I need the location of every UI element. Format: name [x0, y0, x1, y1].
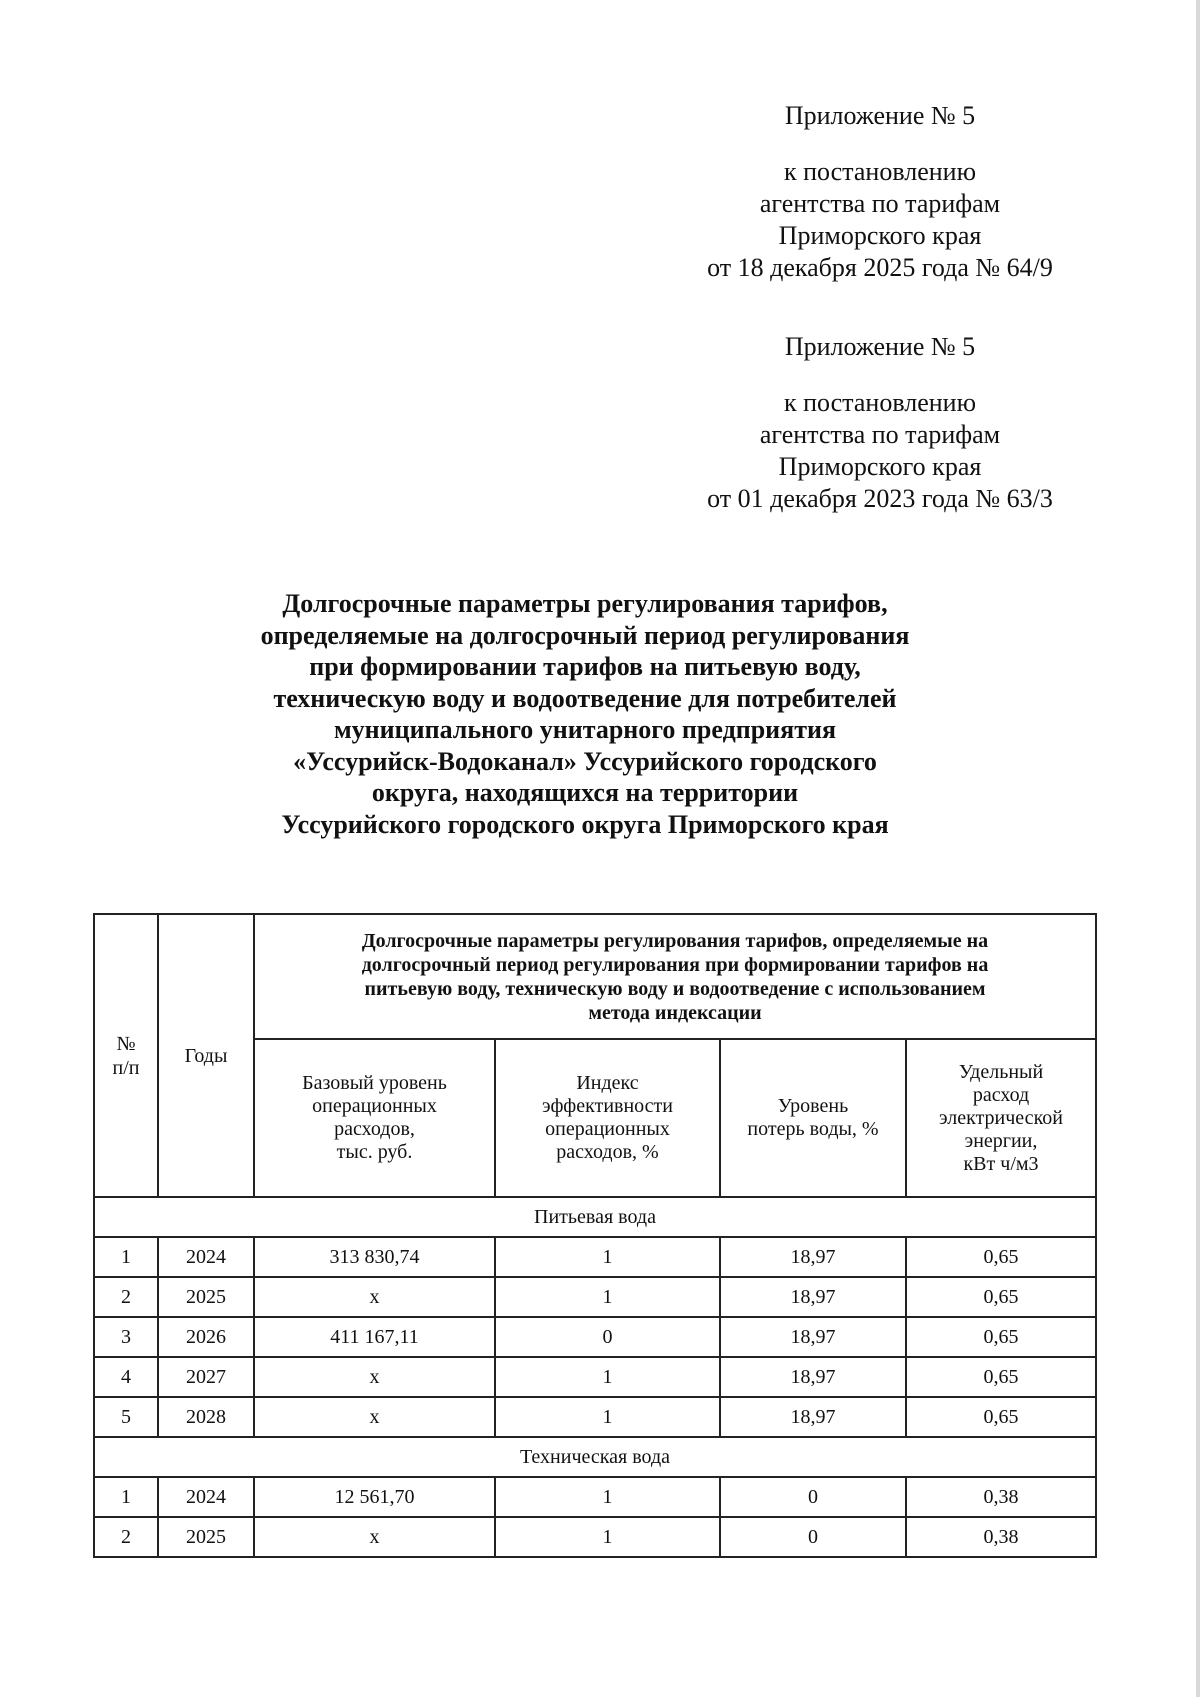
- cell-energy: 0,65: [906, 1357, 1096, 1397]
- cell-year: 2026: [158, 1317, 254, 1357]
- cell-base-opex: х: [254, 1397, 495, 1437]
- cell-water-losses: 0: [720, 1477, 906, 1517]
- cell-water-losses: 18,97: [720, 1277, 906, 1317]
- header-group: [254, 914, 1096, 1039]
- cell-energy: 0,38: [906, 1477, 1096, 1517]
- header-text: операционных: [312, 1095, 437, 1117]
- header-text: Удельный: [958, 1060, 1044, 1083]
- header-text: энергии,: [964, 1129, 1038, 1152]
- cell-base-opex: х: [254, 1357, 495, 1397]
- cell-efficiency-index: 1: [495, 1517, 720, 1557]
- header-years: Годы: [158, 914, 254, 1197]
- header-text: эффективности: [541, 1095, 673, 1117]
- cell-energy: 0,65: [906, 1277, 1096, 1317]
- appendix-line: Приморского края: [778, 221, 982, 250]
- header-text: №: [116, 1032, 136, 1055]
- appendix-line: к постановлению: [783, 388, 977, 417]
- header-text: расходов,: [334, 1118, 415, 1140]
- appendix-number: Приложение № 5: [784, 101, 976, 130]
- header-row-number: [94, 914, 158, 1197]
- section-technical-water: Техническая вода: [94, 1437, 1096, 1477]
- appendix-line: агентства по тарифам: [759, 189, 1001, 218]
- cell-number: 3: [94, 1317, 158, 1357]
- cell-year: 2024: [158, 1237, 254, 1277]
- document-title: [200, 588, 970, 840]
- cell-efficiency-index: 1: [495, 1357, 720, 1397]
- cell-number: 2: [94, 1277, 158, 1317]
- cell-year: 2025: [158, 1277, 254, 1317]
- header-text: метода индексации: [588, 1001, 762, 1024]
- header-text: п/п: [112, 1056, 140, 1079]
- header-text: питьевую воду, техническую воду и водоотведение с использованием: [364, 977, 986, 1000]
- header-base-opex: [254, 1039, 495, 1197]
- cell-number: 2: [94, 1517, 158, 1557]
- header-text: долгосрочный период регулирования при формировании тарифов на: [361, 953, 989, 976]
- header-text: Долгосрочные параметры регулирования тарифов, определяемые на: [361, 929, 989, 952]
- cell-number: 4: [94, 1357, 158, 1397]
- cell-water-losses: 0: [720, 1517, 906, 1557]
- appendix-block-current: [640, 100, 1120, 284]
- title-line: Долгосрочные параметры регулирования тарифов,: [282, 589, 888, 618]
- table-row: [94, 1237, 1096, 1277]
- cell-water-losses: 18,97: [720, 1237, 906, 1277]
- cell-water-losses: 18,97: [720, 1357, 906, 1397]
- title-line: Уссурийского городского округа Приморского края: [281, 809, 889, 839]
- table-row: [94, 1277, 1096, 1317]
- cell-energy: 0,65: [906, 1397, 1096, 1437]
- appendix-line: агентства по тарифам: [759, 420, 1001, 449]
- header-text: тыс. руб.: [336, 1141, 413, 1163]
- section-row: [94, 1437, 1096, 1477]
- table-row: [94, 1517, 1096, 1557]
- cell-energy: 0,65: [906, 1237, 1096, 1277]
- cell-year: 2027: [158, 1357, 254, 1397]
- header-text: операционных: [545, 1118, 670, 1140]
- table-row: [94, 1317, 1096, 1357]
- appendix-line: Приморского края: [778, 452, 982, 481]
- table-row: [94, 1397, 1096, 1437]
- appendix-line: к постановлению: [783, 157, 977, 186]
- cell-year: 2028: [158, 1397, 254, 1437]
- cell-number: 5: [94, 1397, 158, 1437]
- header-energy-consumption: [906, 1039, 1096, 1197]
- cell-efficiency-index: 1: [495, 1397, 720, 1437]
- section-row: [94, 1197, 1096, 1237]
- appendix-number: Приложение № 5: [784, 332, 976, 361]
- cell-number: 1: [94, 1237, 158, 1277]
- scan-edge: [1196, 0, 1200, 1697]
- table-row: [94, 1357, 1096, 1397]
- cell-energy: 0,65: [906, 1317, 1096, 1357]
- title-line: определяемые на долгосрочный период регулирования: [260, 620, 910, 650]
- header-efficiency-index: [495, 1039, 720, 1197]
- header-text: Базовый уровень: [302, 1072, 447, 1094]
- table-row: [94, 1477, 1096, 1517]
- header-text: Уровень: [777, 1095, 849, 1117]
- cell-energy: 0,38: [906, 1517, 1096, 1557]
- section-drinking-water: Питьевая вода: [94, 1197, 1096, 1237]
- title-line: муниципального унитарного предприятия: [333, 715, 837, 744]
- title-line: техническую воду и водоотведение для потребителей: [273, 683, 897, 713]
- header-text: потерь воды, %: [747, 1118, 879, 1140]
- cell-base-opex: 313 830,74: [254, 1237, 495, 1277]
- cell-year: 2024: [158, 1477, 254, 1517]
- title-line: «Уссурийск-Водоканал» Уссурийского городского: [293, 746, 877, 776]
- title-line: при формировании тарифов на питьевую воду,: [309, 652, 861, 681]
- cell-base-opex: 12 561,70: [254, 1477, 495, 1517]
- cell-efficiency-index: 1: [495, 1237, 720, 1277]
- header-text: Индекс: [576, 1072, 639, 1094]
- header-text: электрической: [939, 1106, 1063, 1129]
- cell-efficiency-index: 1: [495, 1477, 720, 1517]
- cell-efficiency-index: 1: [495, 1277, 720, 1317]
- header-text: расход: [972, 1083, 1030, 1106]
- cell-number: 1: [94, 1477, 158, 1517]
- appendix-block-previous: [640, 331, 1120, 515]
- cell-base-opex: х: [254, 1277, 495, 1317]
- cell-efficiency-index: 0: [495, 1317, 720, 1357]
- cell-base-opex: 411 167,11: [254, 1317, 495, 1357]
- cell-water-losses: 18,97: [720, 1397, 906, 1437]
- cell-water-losses: 18,97: [720, 1317, 906, 1357]
- header-water-losses: [720, 1039, 906, 1197]
- appendix-line: от 01 декабря 2023 года № 63/3: [707, 484, 1053, 513]
- cell-year: 2025: [158, 1517, 254, 1557]
- header-text: кВт ч/м3: [963, 1152, 1039, 1175]
- title-line: округа, находящихся на территории: [371, 778, 799, 807]
- cell-base-opex: х: [254, 1517, 495, 1557]
- parameters-table: [93, 913, 1097, 1558]
- appendix-line: от 18 декабря 2025 года № 64/9: [707, 253, 1053, 282]
- header-text: расходов, %: [556, 1141, 659, 1163]
